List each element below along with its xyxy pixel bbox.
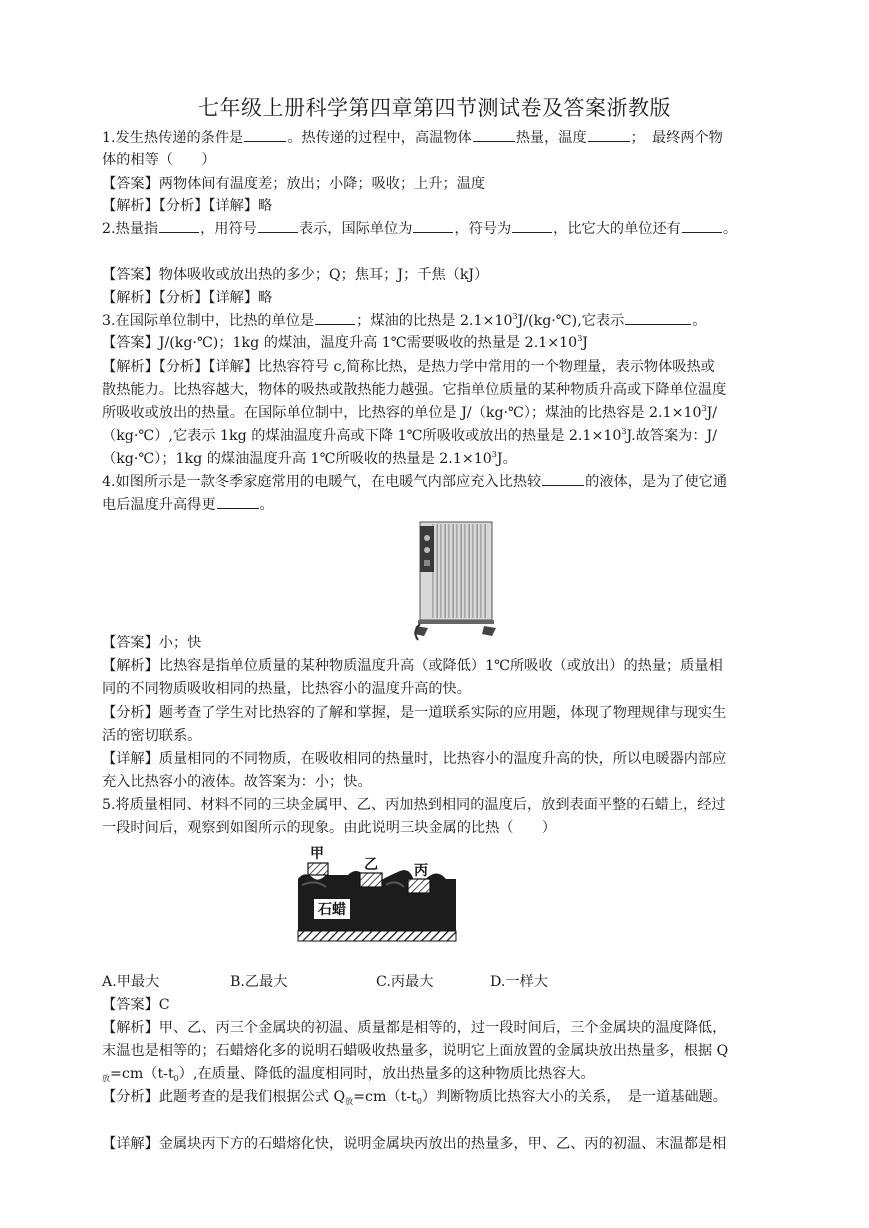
q4-ana1: 【分析】题考查了学生对比热容的了解和掌握，是一道联系实际的应用题，体现了物理规律与现实生 <box>102 705 727 721</box>
blank <box>588 127 630 142</box>
q2-text-a: 2.热量指 <box>102 221 159 237</box>
q3-exp5-unit: J。 <box>496 451 517 467</box>
q1-text-c: 热量，温度 <box>515 130 587 146</box>
q3-exp1: 【解析】【分析】【详解】比热容符号 c,简称比热，是热力学中常用的一个物理量，表示物体吸热或 <box>102 359 715 375</box>
q3-exp3 <box>102 402 770 424</box>
blank <box>413 218 453 233</box>
q4-line2 <box>102 494 770 516</box>
q4-text-a: 4.如图所示是一款冬季家庭常用的电暖气，在电暖气内部应充入比热较 <box>102 474 542 490</box>
subscript: 0 <box>416 1097 422 1106</box>
q3-exp5-text: （kg·℃）；1kg 的煤油温度升高 1℃所吸收的热量是 2.1×10 <box>102 451 492 467</box>
q5-answer: 【答案】C <box>102 997 170 1013</box>
blank <box>625 310 691 325</box>
q3-exp3-text: 所吸收或放出的热量。在国际单位制中，比热容的单位是 J/（kg·℃）；煤油的比热容是 2.1×10 <box>102 405 702 421</box>
q4-exp2: 同的不同物质吸收相同的热量，比热容小的温度升高的快。 <box>102 681 471 697</box>
blank <box>244 127 286 142</box>
electric-heater-image <box>406 516 498 642</box>
heater-icon <box>406 516 498 642</box>
q5-detail: 【详解】金属块丙下方的石蜡熔化快，说明金属块丙放出的热量多，甲、乙、丙的初温、末温都是相 <box>102 1136 727 1152</box>
blank <box>315 310 355 325</box>
subscript: 放 <box>102 1074 110 1083</box>
superscript: 3 <box>512 312 518 321</box>
metal-c-label: 丙 <box>414 863 428 879</box>
q5-exp3-text: =cm（t-t <box>110 1066 174 1082</box>
q3-answer-text: 【答案】J/(kg·℃)；1kg 的煤油，温度升高 1℃需要吸收的热量是 2.1×10 <box>102 335 578 351</box>
q5-ana-text-b: =cm（t-t <box>353 1089 417 1105</box>
q4-ana2: 活的密切联系。 <box>102 728 202 744</box>
superscript: 3 <box>577 334 583 343</box>
q2-text-d: ，符号为 <box>454 221 512 237</box>
q2-line1 <box>102 218 770 240</box>
q5-line1: 5.将质量相同、材料不同的三块金属甲、乙、丙加热到相同的温度后，放到表面平整的石蜡上，经过 <box>102 797 726 813</box>
metal-a-label: 甲 <box>310 846 324 862</box>
q4-det1: 【详解】质量相同的不同物质，在吸收相同的热量时，比热容小的温度升高的快，所以电暖器内部应 <box>102 751 727 767</box>
q1-analysis: 【解析】【分析】【详解】略 <box>102 198 273 214</box>
q4-det2: 充入比热容小的液体。故答案为：小；快。 <box>102 774 372 790</box>
q1-answer: 【答案】两物体间有温度差；放出；小降；吸收；上升；温度 <box>102 176 486 192</box>
q5-exp3-tail: ）,在质量、降低的温度相同时，放出热量多的这种物质比热容大。 <box>178 1066 595 1082</box>
q2-answer: 【答案】物体吸收或放出热的多少；Q；焦耳；J；千焦（kJ） <box>102 267 489 283</box>
superscript: 3 <box>491 450 497 459</box>
q4-text-d: 。 <box>259 497 274 513</box>
q1-text-a: 1.发生热传递的条件是 <box>102 130 244 146</box>
q1-text-d: ； 最终两个物 <box>630 130 723 146</box>
wax-metal-figure <box>296 845 460 943</box>
option-a: A.甲最大 <box>102 974 160 990</box>
q3-text-b: ；煤油的比热是 2.1×10 <box>356 313 513 329</box>
q2-text-e: ，比它大的单位还有 <box>553 221 681 237</box>
wax-label: 石蜡 <box>318 902 346 918</box>
option-d: D.一样大 <box>490 974 548 990</box>
superscript: 3 <box>701 404 707 413</box>
q4-exp1: 【解析】比热容是指单位质量的某种物质温度升高（或降低）1℃所吸收（或放出）的热量；质量相 <box>102 658 723 674</box>
q3-exp4-text: （kg·℃）,它表示 1kg 的煤油温度升高或下降 1℃所吸收或放出的热量是 2.1×10 <box>102 428 622 444</box>
subscript: 0 <box>173 1074 179 1083</box>
q3-text-d: 。 <box>692 313 707 329</box>
q3-line1 <box>102 310 770 332</box>
blank <box>682 218 722 233</box>
q2-text-b: ，用符号 <box>200 221 257 237</box>
wax-diagram-icon <box>296 845 460 943</box>
q3-exp5 <box>102 448 770 470</box>
q3-answer-unit: J <box>582 335 588 351</box>
blank <box>473 127 515 142</box>
q2-text-c: 表示，国际单位为 <box>298 221 413 237</box>
q4-line1 <box>102 471 770 493</box>
q1-line1 <box>102 127 770 149</box>
metal-b-label: 乙 <box>364 857 378 873</box>
page-title: 七年级上册科学第四章第四节测试卷及答案浙教版 <box>198 96 671 120</box>
blank <box>542 471 584 486</box>
q4-text-b: 的液体，是为了使它通 <box>585 474 728 490</box>
q3-exp3-unit: J/ <box>706 405 718 421</box>
q3-exp2: 散热能力。比热容越大，物体的吸热或散热能力越强。它指单位质量的某种物质升高或下降单位温度 <box>102 382 727 398</box>
blank <box>258 218 298 233</box>
q4-text-c: 电后温度升高得更 <box>102 497 216 513</box>
option-c: C.丙最大 <box>376 974 434 990</box>
q3-text-a: 3.在国际单位制中，比热的单位是 <box>102 313 315 329</box>
q2-text-f: 。 <box>722 221 738 237</box>
q5-exp1: 【解析】甲、乙、丙三个金属块的初温、质量都是相等的，过一段时间后，三个金属块的温度降低， <box>102 1020 727 1036</box>
blank <box>217 494 259 509</box>
option-b: B.乙最大 <box>230 974 288 990</box>
blank <box>512 218 552 233</box>
q5-exp2: 末温也是相等的；石蜡熔化多的说明石蜡吸收热量多，说明它上面放置的金属块放出热量多，根据 Q <box>102 1043 729 1059</box>
q5-ana-text-a: 【分析】此题考查的是我们根据公式 Q <box>102 1089 346 1105</box>
q3-exp4-unit: J.故答案为：J/ <box>626 428 718 444</box>
q1-text-b: 。热传递的过程中，高温物体 <box>287 130 472 146</box>
q5-ana-text-c: ）判断物质比热容大小的关系， 是一道基础题。 <box>421 1089 727 1105</box>
q3-exp4 <box>102 425 770 447</box>
q5-line2: 一段时间后，观察到如图所示的现象。由此说明三块金属的比热（ ） <box>102 820 557 836</box>
blank <box>159 218 199 233</box>
superscript: 3 <box>621 427 627 436</box>
q5-exp3 <box>102 1063 770 1085</box>
q3-text-c: J/(kg·℃),它表示 <box>517 313 625 329</box>
subscript: 放 <box>345 1097 354 1106</box>
q4-answer: 【答案】小；快 <box>102 635 202 651</box>
q1-line2: 体的相等（ ） <box>102 152 216 168</box>
q2-analysis: 【解析】【分析】【详解】略 <box>102 290 273 306</box>
q5-analysis <box>102 1086 770 1108</box>
q3-answer <box>102 332 770 354</box>
